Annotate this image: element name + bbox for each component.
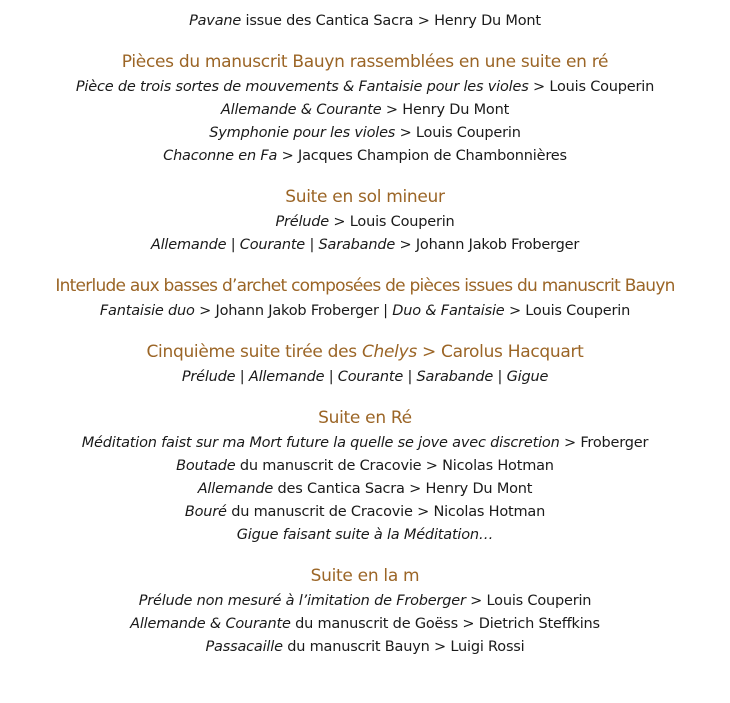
program-entry bbox=[0, 211, 730, 234]
program-section bbox=[0, 404, 730, 547]
entry-work-title: Passacaille bbox=[205, 639, 283, 655]
entry-text: du manuscrit de Cracovie > Nicolas Hotman bbox=[235, 458, 554, 474]
entry-text: > Johann Jakob Froberger | bbox=[194, 303, 393, 319]
section-heading: Suite en Ré bbox=[318, 408, 412, 428]
heading-text: Cinquième suite tirée des bbox=[146, 342, 362, 362]
section-heading: Suite en la m bbox=[310, 566, 420, 586]
program-entry bbox=[0, 76, 730, 99]
entry-text: > Froberger bbox=[559, 435, 649, 451]
entry-work-title: Pavane bbox=[189, 13, 242, 29]
entry-text: du manuscrit Bauyn > Luigi Rossi bbox=[282, 639, 525, 655]
section-heading bbox=[0, 338, 730, 366]
program-entry bbox=[0, 590, 730, 613]
program-entry bbox=[0, 501, 730, 524]
entry-work-title: Duo & Fantaisie bbox=[392, 303, 505, 319]
entry-text: > Louis Couperin bbox=[395, 125, 521, 141]
entry-text: > Louis Couperin bbox=[504, 303, 631, 319]
entry-work-title: Prélude | Allemande | Courante | Sarabande | Gigue bbox=[181, 369, 549, 385]
program-entry bbox=[0, 99, 730, 122]
program-entry bbox=[0, 613, 730, 636]
entry-work-title: Allemande bbox=[197, 481, 274, 497]
entry-work-title: Allemande & Courante bbox=[130, 616, 291, 632]
entry-text: > Jacques Champion de Chambonnières bbox=[277, 148, 567, 164]
entry-text: issue des Cantica Sacra > Henry Du Mont bbox=[241, 13, 541, 29]
section-heading: Interlude aux basses d’archet composées de pièces issues du manuscrit Bauyn bbox=[55, 276, 675, 296]
program-entry bbox=[0, 234, 730, 257]
program-section bbox=[0, 48, 730, 168]
entry-work-title: Symphonie pour les violes bbox=[209, 125, 396, 141]
heading-text: > Carolus Hacquart bbox=[416, 342, 584, 362]
entry-text: du manuscrit de Goëss > Dietrich Steffkins bbox=[290, 616, 600, 632]
program-entry bbox=[0, 10, 730, 33]
entry-work-title: Allemande | Courante | Sarabande bbox=[150, 237, 396, 253]
entry-text: du manuscrit de Cracovie > Nicolas Hotman bbox=[226, 504, 546, 520]
program-entry bbox=[0, 122, 730, 145]
entry-work-title: Gigue faisant suite à la Méditation… bbox=[236, 527, 494, 543]
program-section bbox=[0, 272, 730, 323]
program-entry bbox=[0, 432, 730, 455]
program-entry bbox=[0, 366, 730, 389]
program-section bbox=[0, 183, 730, 257]
entry-work-title: Pièce de trois sortes de mouvements & Fantaisie pour les violes bbox=[75, 79, 529, 95]
program-section bbox=[0, 338, 730, 389]
entry-text: > Louis Couperin bbox=[329, 214, 455, 230]
program-entry bbox=[0, 478, 730, 501]
section-heading: Pièces du manuscrit Bauyn rassemblées en une suite en ré bbox=[121, 52, 609, 72]
entry-text: des Cantica Sacra > Henry Du Mont bbox=[273, 481, 533, 497]
program-entry bbox=[0, 300, 730, 323]
program-entry bbox=[0, 145, 730, 168]
entry-work-title: Allemande & Courante bbox=[220, 102, 382, 118]
entry-work-title: Prélude bbox=[275, 214, 330, 230]
entry-work-title: Prélude non mesuré à l’imitation de Froberger bbox=[138, 593, 466, 609]
program-entry bbox=[0, 524, 730, 547]
entry-text: > Johann Jakob Froberger bbox=[395, 237, 580, 253]
entry-text: > Louis Couperin bbox=[528, 79, 655, 95]
program-entry bbox=[0, 636, 730, 659]
heading-work-title: Chelys bbox=[361, 342, 417, 362]
entry-text: > Henry Du Mont bbox=[381, 102, 510, 118]
entry-work-title: Boutade bbox=[176, 458, 236, 474]
program-section bbox=[0, 562, 730, 659]
entry-text: > Louis Couperin bbox=[465, 593, 592, 609]
entry-work-title: Méditation faist sur ma Mort future la quelle se jove avec discretion bbox=[81, 435, 560, 451]
section-heading: Suite en sol mineur bbox=[285, 187, 445, 207]
entry-work-title: Fantaisie duo bbox=[99, 303, 195, 319]
program-entry bbox=[0, 455, 730, 478]
program-section bbox=[0, 10, 730, 33]
entry-work-title: Chaconne en Fa bbox=[163, 148, 278, 164]
entry-work-title: Bouré bbox=[184, 504, 227, 520]
